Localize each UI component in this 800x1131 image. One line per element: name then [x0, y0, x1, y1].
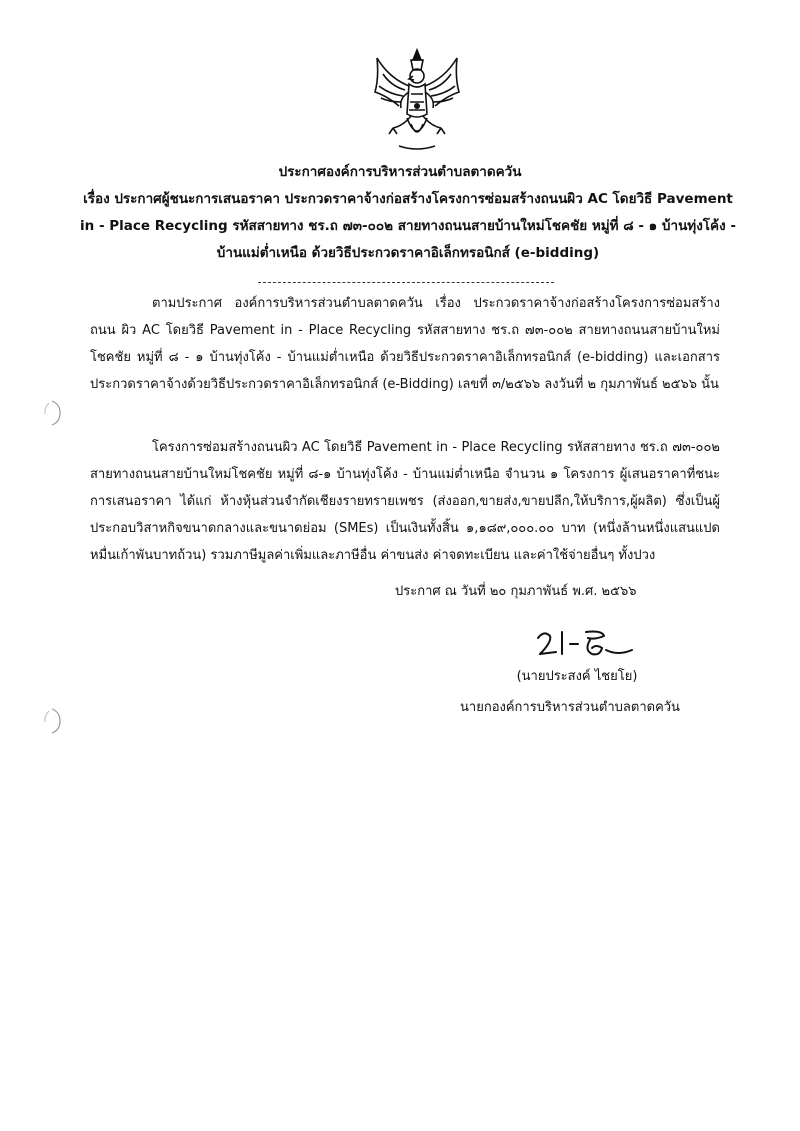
org-title: ประกาศองค์การบริหารส่วนตำบลตาดควัน	[278, 164, 522, 180]
signer-title: นายกองค์การบริหารส่วนตำบลตาดควัน	[460, 700, 680, 715]
signer-name: (นายประสงค์ ไชยโย)	[516, 669, 638, 684]
garuda-emblem-icon	[369, 48, 465, 152]
punch-hole-icon	[40, 398, 62, 428]
body-paragraph-1: ตามประกาศ องค์การบริหารส่วนตำบลตาดควัน เรื่อง ประกวดราคาจ้างก่อสร้างโครงการซ่อมสร้างถนน ผิว AC โดยวิธี Pavement in - Place Recycling รหัสสายทาง ชร.ถ ๗๓-๐๐๒ สายทางถนนสายบ้านใหม่โชคชัย หมู่ที่ ๘ - ๑ บ้านทุ่งโค้ง - บ้านแม่ต่ำเหนือ ด้วยวิธีประกวดราคาอิเล็กทรอนิกส์ (e-bidding) และเอกสารประกวดราคาจ้างด้วยวิธีประกวดราคาอิเล็กทรอนิกส์ (e-Bidding) เลขที่ ๓/๒๕๖๖ ลงวันที่ ๒ กุมภาพันธ์ ๒๕๖๖ นั้น	[90, 296, 720, 392]
dashed-divider	[258, 282, 554, 283]
announcement-subject: เรื่อง ประกาศผู้ชนะการเสนอราคา ประกวดราคาจ้างก่อสร้างโครงการซ่อมสร้างถนนผิว AC โดยวิธี Pavement in - Place Recycling รหัสสายทาง ชร.ถ ๗๓-๐๐๒ สายทางถนนสายบ้านใหม่โชคชัย หมู่ที่ ๘ - ๑ บ้านทุ่งโค้ง - บ้านแม่ต่ำเหนือ ด้วยวิธีประกวดราคาอิเล็กทรอนิกส์ (e-bidding)	[80, 191, 736, 261]
announce-date: ประกาศ ณ วันที่ ๒๐ กุมภาพันธ์ พ.ศ. ๒๕๖๖	[395, 584, 637, 599]
punch-hole-icon	[40, 706, 62, 736]
body-paragraph-2: โครงการซ่อมสร้างถนนผิว AC โดยวิธี Pavement in - Place Recycling รหัสสายทาง ชร.ถ ๗๓-๐๐๒ สายทางถนนสายบ้านใหม่โชคชัย หมู่ที่ ๘-๑ บ้านทุ่งโค้ง - บ้านแม่ต่ำเหนือ จำนวน ๑ โครงการ ผู้เสนอราคาที่ชนะการเสนอราคา ได้แก่ ห้างหุ้นส่วนจำกัดเชียงรายทรายเพชร (ส่งออก,ขายส่ง,ขายปลีก,ให้บริการ,ผู้ผลิต) ซึ่งเป็นผู้ประกอบวิสาหกิจขนาดกลางและขนาดย่อม (SMEs) เป็นเงินทั้งสิ้น ๑,๑๘๙,๐๐๐.๐๐ บาท (หนึ่งล้านหนึ่งแสนแปดหมื่นเก้าพันบาทถ้วน) รวมภาษีมูลค่าเพิ่มและภาษีอื่น ค่าขนส่ง ค่าจดทะเบียน และค่าใช้จ่ายอื่นๆ ทั้งปวง	[90, 440, 720, 563]
handwritten-signature	[532, 626, 642, 662]
